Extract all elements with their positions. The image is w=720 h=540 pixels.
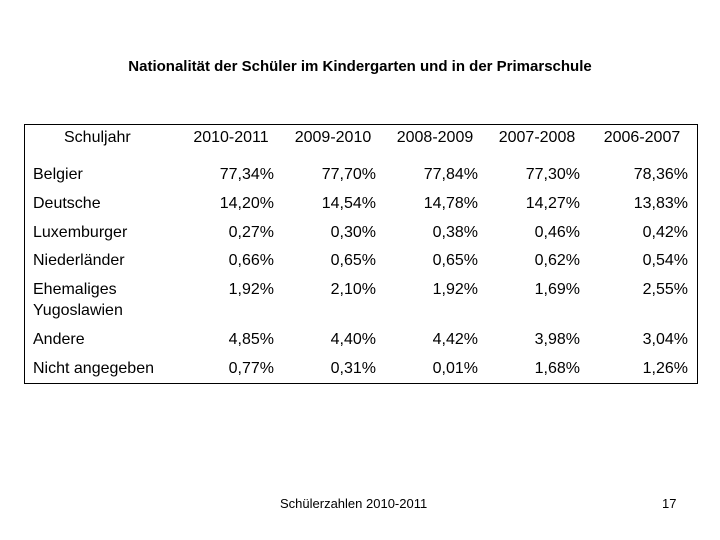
table-cell: 3,04%: [642, 331, 688, 348]
table-cell: 77,84%: [423, 166, 478, 183]
table-cell: 2,10%: [330, 281, 376, 298]
table-cell: 77,34%: [219, 166, 274, 183]
table-cell: 4,42%: [432, 331, 478, 348]
header-year: 2009-2010: [294, 129, 372, 146]
row-label: Belgier: [33, 166, 83, 183]
header-year: 2008-2009: [396, 129, 474, 146]
table-cell: 14,27%: [525, 195, 580, 212]
table-cell: 4,40%: [330, 331, 376, 348]
table-cell: 77,70%: [321, 166, 376, 183]
row-label: Nicht angegeben: [33, 360, 154, 377]
table-cell: 0,27%: [228, 224, 274, 241]
table-cell: 0,46%: [534, 224, 580, 241]
table-cell: 14,20%: [219, 195, 274, 212]
table-cell: 1,26%: [642, 360, 688, 377]
table-cell: 0,77%: [228, 360, 274, 377]
table-cell: 0,65%: [432, 252, 478, 269]
table-cell: 0,31%: [330, 360, 376, 377]
table-cell: 1,68%: [534, 360, 580, 377]
table-cell: 4,85%: [228, 331, 274, 348]
table-cell: 14,78%: [423, 195, 478, 212]
header-year: 2007-2008: [498, 129, 576, 146]
table-cell: 0,66%: [228, 252, 274, 269]
table-cell: 0,30%: [330, 224, 376, 241]
table-cell: 0,38%: [432, 224, 478, 241]
table-cell: 1,69%: [534, 281, 580, 298]
header-year: 2010-2011: [193, 129, 269, 146]
row-label: Ehemaliges: [33, 281, 117, 298]
table-cell: 1,92%: [432, 281, 478, 298]
row-label: Niederländer: [33, 252, 125, 269]
slide-title: Nationalität der Schüler im Kindergarten und in der Primarschule: [128, 58, 592, 75]
header-year: 2006-2007: [603, 129, 681, 146]
table-cell: 0,01%: [432, 360, 478, 377]
row-label: Luxemburger: [33, 224, 128, 241]
table-cell: 1,92%: [228, 281, 274, 298]
table-cell: 0,62%: [534, 252, 580, 269]
header-schuljahr: Schuljahr: [64, 129, 131, 146]
page-number: 17: [662, 496, 677, 511]
row-label: Andere: [33, 331, 85, 348]
table-cell: 13,83%: [633, 195, 688, 212]
table-cell: 0,65%: [330, 252, 376, 269]
table-cell: 0,54%: [642, 252, 688, 269]
table-cell: 3,98%: [534, 331, 580, 348]
table-cell: 77,30%: [525, 166, 580, 183]
table-cell: 2,55%: [642, 281, 688, 298]
footer-source: Schülerzahlen 2010-2011: [280, 496, 428, 511]
table-cell: 78,36%: [633, 166, 688, 183]
table-cell: 0,42%: [642, 224, 688, 241]
table-cell: 14,54%: [321, 195, 376, 212]
row-label: Yugoslawien: [33, 302, 123, 319]
row-label: Deutsche: [33, 195, 101, 212]
